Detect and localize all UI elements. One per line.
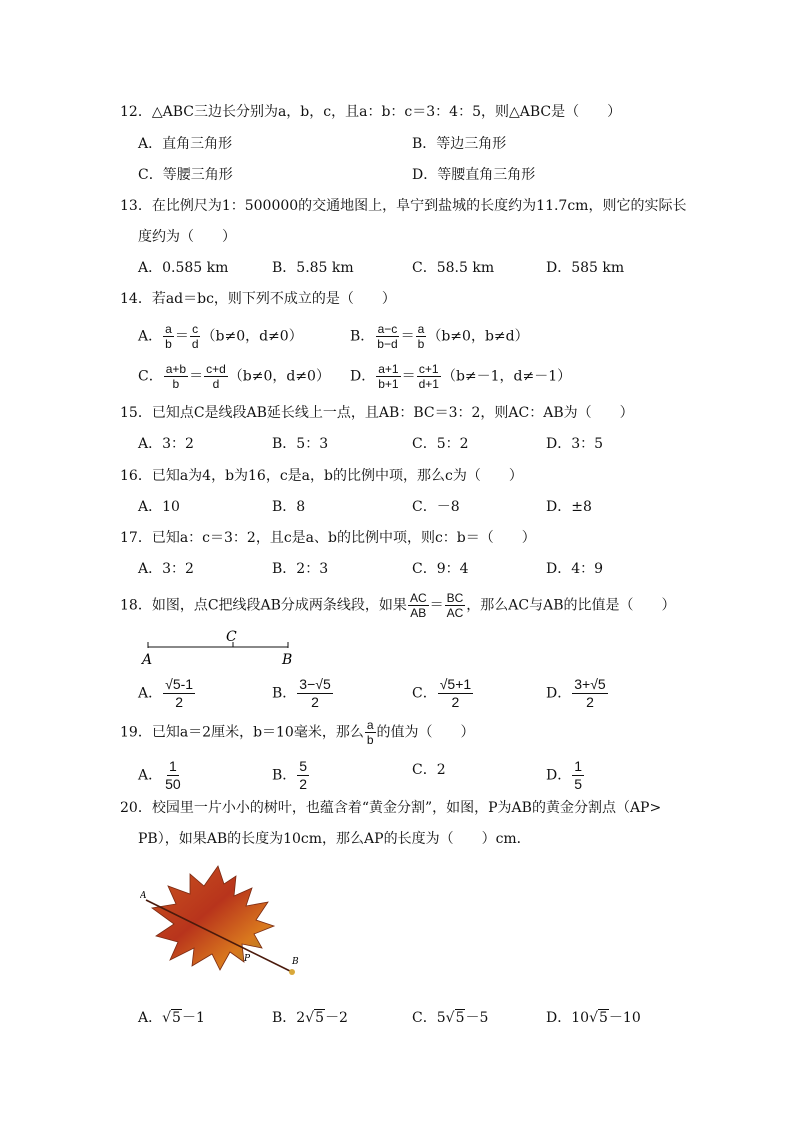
q20-option-b[interactable]: B．2√5－2 xyxy=(272,1010,348,1026)
q17-option-c[interactable]: C．9：4 xyxy=(412,561,469,577)
q14-a-cond: （b≠0，d≠0） xyxy=(201,328,303,345)
q14-option-b[interactable] xyxy=(350,322,529,351)
q15-option-d[interactable]: D．3：5 xyxy=(546,436,604,452)
q20-c-label: C． xyxy=(412,1010,437,1026)
q14-d-label: D． xyxy=(350,368,376,385)
q14-b-label: B． xyxy=(350,328,375,345)
q19-stem xyxy=(120,718,475,747)
q14-a-frac1-num: a xyxy=(165,322,172,336)
q18-c-num: √5+1 xyxy=(439,676,472,692)
q18-option-d[interactable] xyxy=(546,676,609,711)
maple-leaf-svg xyxy=(140,862,310,992)
q18-a-frac xyxy=(163,676,195,711)
label-b: B xyxy=(282,652,293,668)
q18-d-frac xyxy=(572,676,607,711)
q14-b-eq: ＝ xyxy=(400,328,415,345)
q19-d-num: 1 xyxy=(574,758,583,774)
q14-a-frac1 xyxy=(163,322,174,351)
q14-b-frac2-num: a xyxy=(417,322,425,336)
point-b-dot xyxy=(289,969,295,975)
q14-b-frac1-den: b−d xyxy=(377,337,398,351)
q18-b-label: B． xyxy=(272,685,297,702)
q14-a-frac1-den: b xyxy=(165,337,172,351)
q19-b-den: 2 xyxy=(299,776,308,792)
q19-d-frac xyxy=(572,758,584,793)
q19-option-a[interactable] xyxy=(138,758,184,793)
q13-stem-line2: 度约为（ ） xyxy=(138,229,236,245)
q18-eq: ＝ xyxy=(429,597,444,614)
leaf-label-p: P xyxy=(244,954,251,964)
q19-a-den: 50 xyxy=(165,776,181,792)
q18-option-a[interactable] xyxy=(138,676,196,711)
q19-option-c[interactable]: C．2 xyxy=(412,762,446,778)
q18-frac1-num: AC xyxy=(409,591,427,605)
q18-a-rad: 5 xyxy=(172,676,181,692)
q13-stem-line1: 13．在比例尺为1：500000的交通地图上，阜宁到盐城的长度约为11.7cm，则它的实际长 xyxy=(120,198,687,214)
q20-option-a[interactable]: A．√5－1 xyxy=(138,1010,205,1026)
q17-stem: 17．已知a：c＝3：2，且c是a、b的比例中项，则c：b＝（ ） xyxy=(120,530,536,546)
q16-option-d[interactable]: D．±8 xyxy=(546,499,592,515)
q18-option-c[interactable] xyxy=(412,676,474,711)
q20-c-head: 5 xyxy=(436,1010,446,1026)
q20-d-rad: 5 xyxy=(598,1010,608,1026)
q18-segment-figure xyxy=(140,630,300,670)
q14-c-frac1-den: b xyxy=(172,377,180,391)
q14-b-cond: （b≠0，b≠d） xyxy=(427,328,529,345)
q14-b-frac1-num: a−c xyxy=(377,322,398,336)
q18-stem-pre: 18．如图，点C把线段AB分成两条线段，如果 xyxy=(120,597,407,614)
q14-c-cond: （b≠0，d≠0） xyxy=(228,368,330,385)
q18-d-rad: 5 xyxy=(597,676,606,692)
q20-stem-line1: 20．校园里一片小小的树叶，也蕴含着“黄金分割”，如图，P为AB的黄金分割点（AP> xyxy=(120,800,662,816)
q18-a-den: 2 xyxy=(175,694,183,710)
q18-segment-svg xyxy=(140,630,300,670)
q14-option-d[interactable] xyxy=(350,362,571,391)
q14-c-frac2 xyxy=(204,362,228,391)
leaf-label-a: A xyxy=(140,891,147,901)
q20-c-rad: 5 xyxy=(455,1010,465,1026)
q20-a-label: A． xyxy=(138,1010,163,1026)
q18-b-num: 3−√5 xyxy=(299,676,331,692)
q12-option-c[interactable]: C．等腰三角形 xyxy=(138,167,233,183)
q18-b-num-head: 3− xyxy=(299,676,316,692)
q14-d-frac1-den: b+1 xyxy=(378,377,399,391)
q19-frac xyxy=(365,718,376,747)
q14-c-label: C． xyxy=(138,368,163,385)
q16-option-a[interactable]: A．10 xyxy=(138,499,180,515)
q12-option-d[interactable]: D．等腰直角三角形 xyxy=(412,167,536,183)
q18-frac2-den: AC xyxy=(446,606,464,620)
q18-stem xyxy=(120,591,676,620)
q18-option-b[interactable] xyxy=(272,676,334,711)
q19-stem-post: 的值为（ ） xyxy=(376,724,475,741)
q19-frac-den: b xyxy=(366,733,374,747)
q19-d-label: D． xyxy=(546,767,572,784)
q15-stem: 15．已知点C是线段AB延长线上一点，且AB：BC＝3：2，则AC：AB为（ ） xyxy=(120,405,634,421)
q19-option-d[interactable] xyxy=(546,758,585,793)
q14-d-frac2-num: c+1 xyxy=(418,362,439,376)
q14-b-frac2 xyxy=(416,322,427,351)
q14-option-c[interactable] xyxy=(138,362,330,391)
q18-a-num-tail: -1 xyxy=(180,676,194,692)
q18-c-rad: 5 xyxy=(447,676,456,692)
q13-option-c[interactable]: C．58.5 km xyxy=(412,260,495,276)
q17-option-b[interactable]: B．2：3 xyxy=(272,561,329,577)
q19-a-label: A． xyxy=(138,767,163,784)
q18-b-rad: 5 xyxy=(322,676,331,692)
q20-a-rad: 5 xyxy=(172,1010,181,1026)
q14-d-frac1-num: a+1 xyxy=(378,362,399,376)
q18-d-label: D． xyxy=(546,685,572,702)
q14-c-frac2-den: d xyxy=(212,377,220,391)
label-c: C xyxy=(226,630,237,645)
q14-stem: 14．若ad＝bc，则下列不成立的是（ ） xyxy=(120,291,396,307)
q18-frac1-den: AB xyxy=(410,606,427,620)
q13-option-d[interactable]: D．585 km xyxy=(546,260,625,276)
q14-c-frac2-num: c+d xyxy=(206,362,226,376)
q19-option-b[interactable] xyxy=(272,758,310,793)
q18-c-label: C． xyxy=(412,685,437,702)
q16-option-b[interactable]: B．8 xyxy=(272,499,306,515)
q14-option-a[interactable] xyxy=(138,322,303,351)
q14-d-eq: ＝ xyxy=(401,368,416,385)
q18-a-num: √5-1 xyxy=(165,676,194,692)
leaf-label-b: B xyxy=(292,957,299,967)
q12-option-a[interactable]: A．直角三角形 xyxy=(138,136,233,152)
q14-c-frac1-num: a+b xyxy=(165,362,187,376)
q18-c-frac xyxy=(438,676,473,711)
q16-option-c[interactable]: C．－8 xyxy=(412,499,460,515)
q20-b-rad: 5 xyxy=(315,1010,325,1026)
q19-frac-num: a xyxy=(366,718,374,732)
q17-option-a[interactable]: A．3：2 xyxy=(138,561,194,577)
q14-c-eq: ＝ xyxy=(189,368,204,385)
q20-option-d[interactable]: D．10√5－10 xyxy=(546,1010,641,1026)
q19-a-num: 1 xyxy=(169,758,177,774)
q14-a-label: A． xyxy=(138,328,163,345)
q19-stem-pre: 19．已知a＝2厘米，b＝10毫米，那么 xyxy=(120,724,364,741)
q14-a-eq: ＝ xyxy=(174,328,189,345)
q12-stem: 12．△ABC三边长分别为a，b，c，且a：b：c＝3：4：5，则△ABC是（ ） xyxy=(120,104,622,120)
q14-d-frac2 xyxy=(417,362,441,391)
q14-a-frac2-num: c xyxy=(192,322,199,336)
q14-d-frac1 xyxy=(376,362,400,391)
q18-frac2 xyxy=(445,591,466,620)
q18-stem-post: ，那么AC与AB的比值是（ ） xyxy=(466,597,676,614)
q20-d-tail: －10 xyxy=(608,1010,641,1026)
q20-option-c[interactable]: C．5√5－5 xyxy=(412,1010,489,1026)
q20-d-label: D． xyxy=(546,1010,572,1026)
q18-frac1 xyxy=(408,591,429,620)
q18-d-den: 2 xyxy=(586,694,594,710)
q14-a-frac2 xyxy=(190,322,201,351)
q20-b-tail: －2 xyxy=(325,1010,348,1026)
q14-d-cond: （b≠－1，d≠－1） xyxy=(441,368,572,385)
q19-a-frac xyxy=(163,758,183,793)
q19-b-frac xyxy=(297,758,309,793)
q18-d-num: 3+√5 xyxy=(574,676,606,692)
q18-a-label: A． xyxy=(138,685,163,702)
q14-d-frac2-den: d+1 xyxy=(418,377,439,391)
q19-b-label: B． xyxy=(272,767,297,784)
q20-stem-line2: PB），如果AB的长度为10cm，那么AP的长度为（ ）cm． xyxy=(138,831,531,847)
q18-c-den: 2 xyxy=(451,694,460,710)
label-a: A xyxy=(142,652,153,668)
q13-option-b[interactable]: B．5.85 km xyxy=(272,260,354,276)
q20-b-head: 2 xyxy=(296,1010,306,1026)
q18-c-num-tail: +1 xyxy=(455,676,472,692)
q18-frac2-num: BC xyxy=(446,591,464,605)
q18-b-den: 2 xyxy=(311,694,319,710)
q14-a-frac2-den: d xyxy=(191,337,199,351)
q19-b-num: 5 xyxy=(299,758,308,774)
q20-d-head: 10 xyxy=(571,1010,590,1026)
q15-option-b[interactable]: B．5：3 xyxy=(272,436,329,452)
q15-option-a[interactable]: A．3：2 xyxy=(138,436,194,452)
q14-c-frac1 xyxy=(164,362,188,391)
q12-option-b[interactable]: B．等边三角形 xyxy=(412,136,507,152)
q20-c-tail: －5 xyxy=(465,1010,489,1026)
q18-d-num-head: 3+ xyxy=(574,676,591,692)
q16-stem: 16．已知a为4，b为16，c是a，b的比例中项，那么c为（ ） xyxy=(120,468,523,484)
q14-b-frac2-den: b xyxy=(417,337,425,351)
q20-leaf-figure xyxy=(140,862,310,992)
q17-option-d[interactable]: D．4：9 xyxy=(546,561,604,577)
q20-a-tail: －1 xyxy=(181,1010,205,1026)
q18-b-frac xyxy=(297,676,332,711)
q14-b-frac1 xyxy=(375,322,399,351)
q13-option-a[interactable]: A．0.585 km xyxy=(138,260,229,276)
q15-option-c[interactable]: C．5：2 xyxy=(412,436,469,452)
q20-b-label: B． xyxy=(272,1010,297,1026)
q19-d-den: 5 xyxy=(574,776,583,792)
